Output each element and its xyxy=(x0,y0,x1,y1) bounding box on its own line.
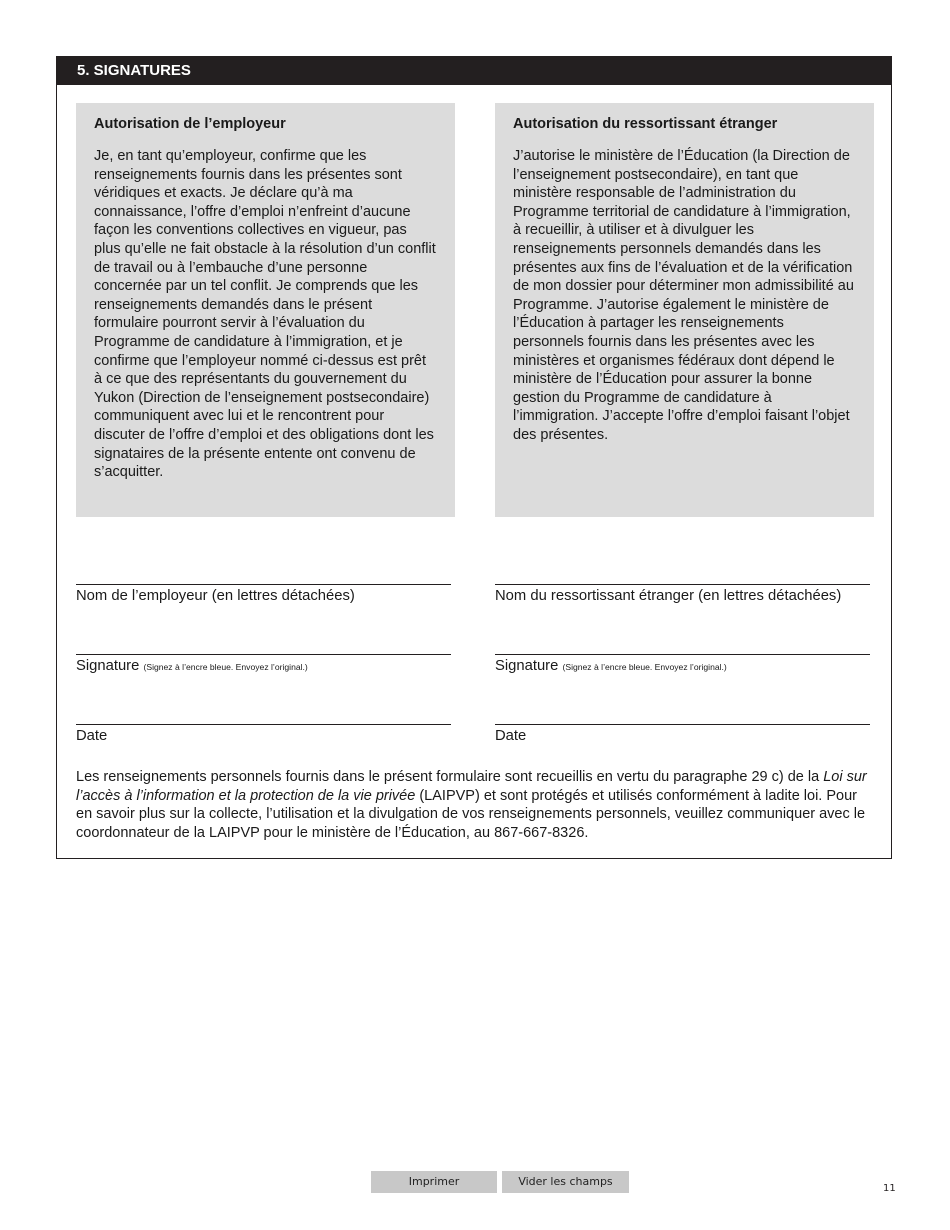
privacy-notice-part1: Les renseignements personnels fournis dans le présent formulaire sont recueillis en vertu du paragraphe 29 c) de la xyxy=(76,769,824,785)
privacy-notice xyxy=(76,768,876,842)
employer-signature-note: (Signez à l’encre bleue. Envoyez l’original.) xyxy=(143,662,308,672)
section-title: 5. SIGNATURES xyxy=(57,57,891,85)
foreign-national-date-field[interactable] xyxy=(495,724,870,745)
foreign-national-name-field[interactable] xyxy=(495,584,870,605)
signatures-section xyxy=(56,56,892,859)
privacy-law-title: Loi sur l’accès à l’information et la protection de la vie privée xyxy=(76,769,867,804)
employer-name-field[interactable] xyxy=(76,584,451,605)
employer-date-label: Date xyxy=(76,728,108,744)
employer-name-label: Nom de l’employeur (en lettres détachées) xyxy=(76,588,355,604)
foreign-national-authorization-panel xyxy=(495,103,874,517)
employer-authorization-panel xyxy=(76,103,455,517)
clear-fields-button[interactable]: Vider les champs xyxy=(502,1171,629,1193)
print-button[interactable]: Imprimer xyxy=(371,1171,497,1193)
foreign-national-authorization-title: Autorisation du ressortissant étranger xyxy=(513,116,778,132)
privacy-notice-part2: (LAIPVP) et sont protégés et utilisés conformément à ladite loi. Pour en savoir plus sur la collecte, l’utilisation et la divulgation de vos renseignements personnels, veuillez communiquer avec le coordonnateur de la LAIPVP pour le ministère de l’Éducation, au 867-667-8326. xyxy=(76,787,866,841)
employer-authorization-text: Je, en tant qu’employeur, confirme que les renseignements fournis dans les présentes sont véridiques et exacts. Je déclare qu’à ma connaissance, l’offre d’emploi n’enfreint d’aucune façon les conventions collectives en vigueur, pas plus qu’elle ne fait obstacle à la résolution d’un conflit de travail ou à l’embauche d’une personne concernée par un tel conflit. Je comprends que les renseignements demandés dans le présent formulaire pourront servir à l’évaluation du Programme de candidature à l’immigration, et je confirme que l’employeur nommé ci-dessus est prêt à ce que des représentants du gouvernement du Yukon (Direction de l’enseignement postsecondaire) communiquent avec lui et le rencontrent pour discuter de l’offre d’emploi et des obligations dont les signataires de la présente entente ont convenu de s’acquitter. xyxy=(94,148,436,481)
foreign-national-signature-label: Signature xyxy=(495,658,559,674)
foreign-national-date-label: Date xyxy=(495,728,527,744)
foreign-national-signature-field[interactable] xyxy=(495,654,870,676)
foreign-national-signature-note: (Signez à l’encre bleue. Envoyez l’original.) xyxy=(562,662,727,672)
foreign-national-authorization-text: J’autorise le ministère de l’Éducation (la Direction de l’enseignement postsecondaire), en tant que ministère responsable de l’administration du Programme territorial de candidature à l’immigration, à recueillir, à utiliser et à divulguer les renseignements personnels demandés dans les présentes aux fins de l’évaluation et de la vérification de mon dossier pour déterminer mon admissibilité au Programme. J’autorise également le ministère de l’Éducation à partager les renseignements personnels fournis dans les présentes avec les ministères et organismes fédéraux dont dépend le ministère de l’Éducation pour assurer la bonne gestion du Programme de candidature à l’immigration. J’accepte l’offre d’emploi faisant l’objet des présentes. xyxy=(513,148,854,443)
employer-signature-field[interactable] xyxy=(76,654,451,676)
employer-date-field[interactable] xyxy=(76,724,451,745)
page-number: 11 xyxy=(883,1183,896,1194)
foreign-national-name-label: Nom du ressortissant étranger (en lettres détachées) xyxy=(495,588,842,604)
employer-signature-label: Signature xyxy=(76,658,140,674)
employer-authorization-title: Autorisation de l’employeur xyxy=(94,116,286,132)
